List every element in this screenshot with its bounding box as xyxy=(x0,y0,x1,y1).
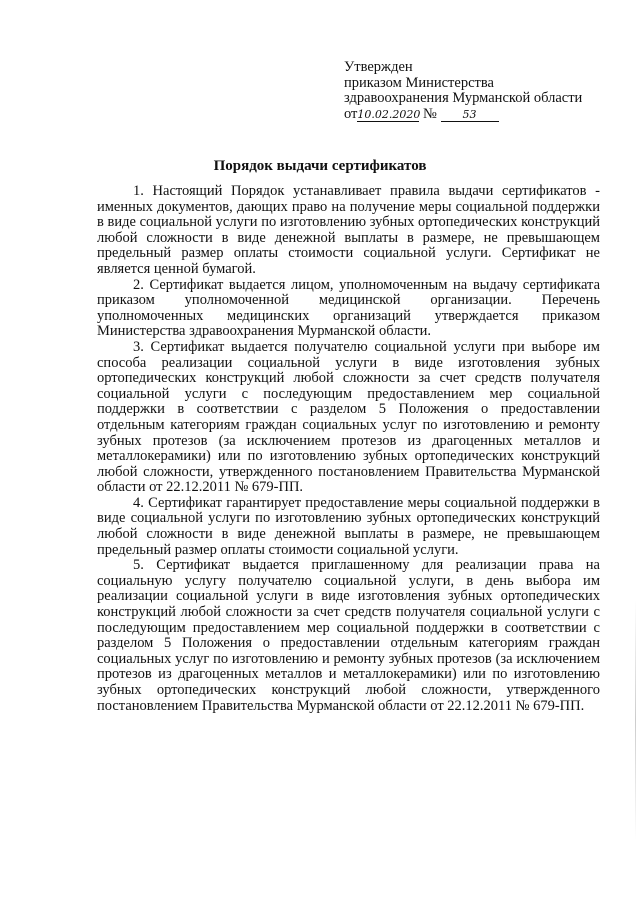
approval-block xyxy=(344,60,614,122)
paragraph-1: 1. Настоящий Порядок устанавливает правила выдачи сертификатов - именных документов, дающих право на получение меры социальной поддержки в виде социальной услуги по изготовлению зубных ортопедических конструкций любой сложности в виде денежной выплаты в размере, не превышающем предельный размер оплаты стоимости социальной услуги. Сертификат не является ценной бумагой. xyxy=(97,183,600,277)
date-prefix: от xyxy=(344,105,358,122)
approval-line: здравоохранения Мурманской области xyxy=(344,90,583,106)
scan-edge-artifact xyxy=(635,600,636,840)
handwritten-number: 53 xyxy=(441,108,499,122)
approval-line: приказом Министерства xyxy=(344,74,494,91)
document-title: Порядок выдачи сертификатов xyxy=(213,158,427,174)
number-prefix: № xyxy=(423,105,437,122)
paragraph-4: 4. Сертификат гарантирует предоставление меры социальной поддержки в виде социальной услуги по изготовлению зубных ортопедических конструкций любой сложности в виде денежной выплаты в размере, не превышающем предельный размер оплаты стоимости социальной услуги. xyxy=(97,494,600,558)
handwritten-date: 10.02.2020 xyxy=(357,107,421,121)
paragraph-3: 3. Сертификат выдается получателю социальной услуги при выборе им способа реализации социальной услуги в виде изготовления зубных ортопедических конструкций любой сложности за счет средств получателя социальной услуги с последующим предоставлением мер социальной поддержки в соответствии с разделом 5 Положения о предоставлении отдельным категориям граждан социальных услуг по изготовлению и ремонту зубных протезов (за исключением протезов из драгоценных металлов и металлокерамики) или по изготовлению зубных ортопедических конструкций любой сложности, утвержденного постановлением Правительства Мурманской области от 22.12.2011 № 679-ПП. xyxy=(97,338,600,496)
approval-line: Утвержден xyxy=(344,59,413,75)
approval-date-number-line xyxy=(344,107,614,123)
document-body xyxy=(97,184,600,714)
paragraph-2: 2. Сертификат выдается лицом, уполномоченным на выдачу сертификата приказом уполномоченной медицинской организации. Перечень уполномоченных медицинских организаций утверждается приказом Министерства здравоохранения Мурманской области. xyxy=(97,276,600,340)
paragraph-5: 5. Сертификат выдается приглашенному для реализации права на социальную услугу получателю социальной услуги, в день выбора им реализации социальной услуги в виде изготовления зубных ортопедических конструкций любой сложности за счет средств получателя социальной услуги с последующим предоставлением мер социальной поддержки в соответствии с разделом 5 Положения о предоставлении отдельным категориям граждан социальных услуг по изготовлению и ремонту зубных протезов (за исключением протезов из драгоценных металлов и металлокерамики) или по изготовлению зубных ортопедических конструкций любой сложности, утвержденного постановлением Правительства Мурманской области от 22.12.2011 № 679-ПП. xyxy=(97,557,600,714)
